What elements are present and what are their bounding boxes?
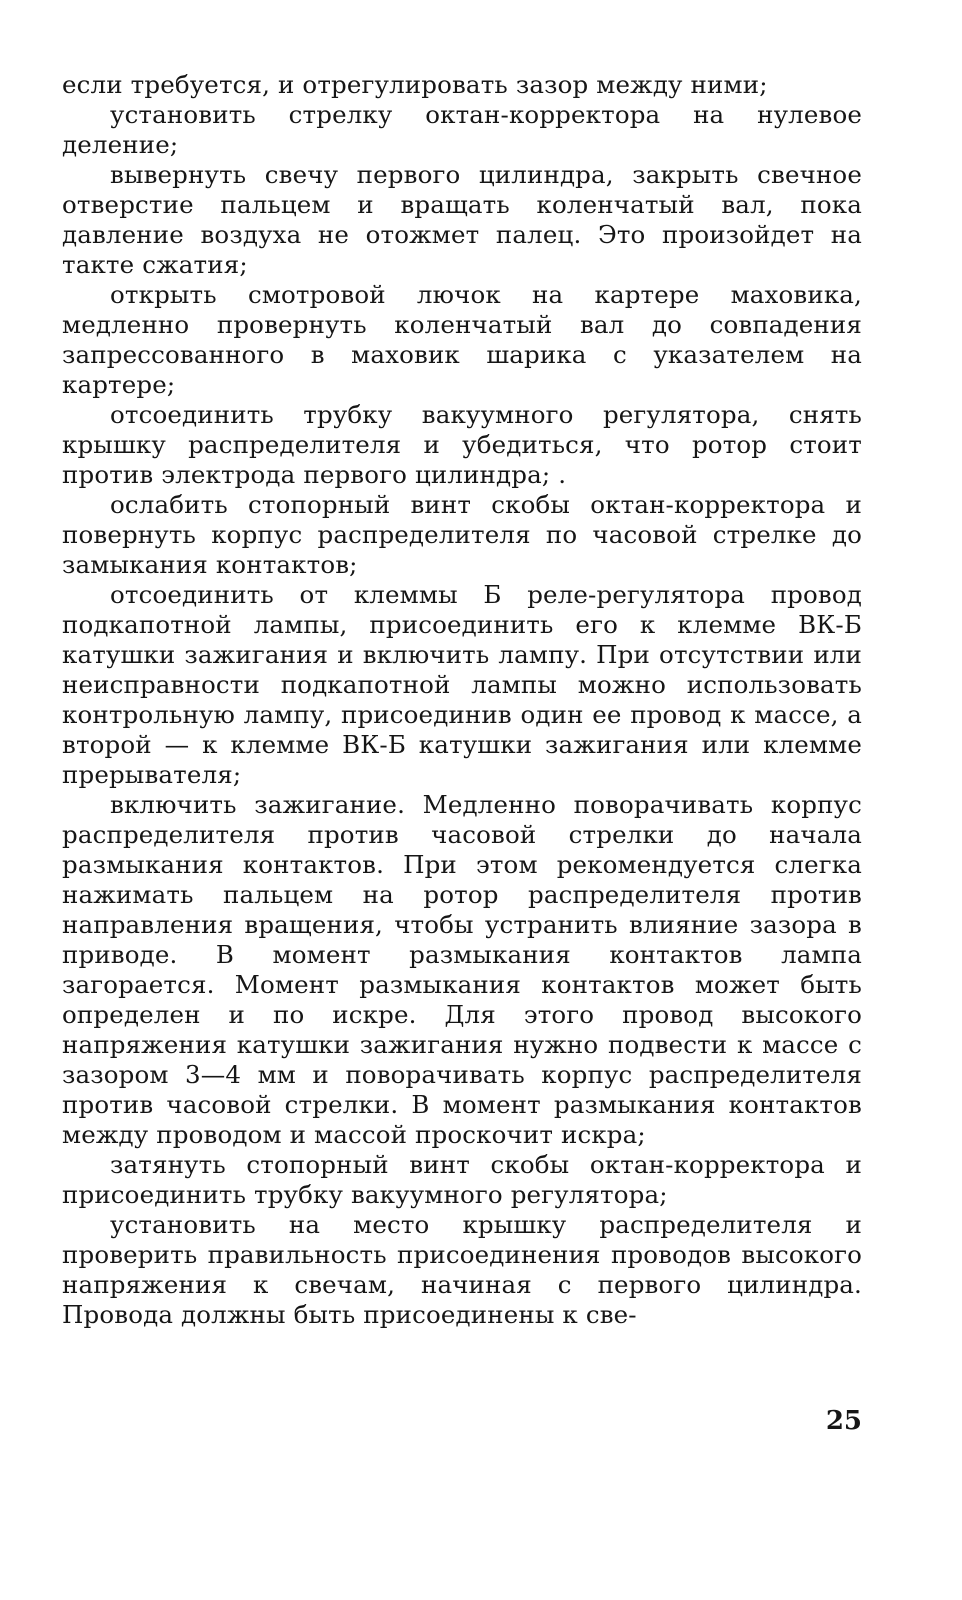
page-number: 25 [825,1406,862,1436]
paragraph: включить зажигание. Медленно поворачивать корпус распределителя против часовой стрелки до начала размыкания контактов. При этом рекомендуется слегка нажимать пальцем на ротор распределителя против направления вращения, чтобы устранить влияние зазора в приводе. В момент размыкания контактов лампа загорается. Момент размыкания контактов может быть определен и по искре. Для этого провод высокого напряжения катушки зажигания нужно подвести к массе с зазором 3—4 мм и поворачивать корпус распределителя против часовой стрелки. В момент размыкания контактов между проводом и массой проскочит искра; [62,790,862,1149]
paragraph: если требуется, и отрегулировать зазор между ними; [62,70,768,99]
paragraph: отсоединить от клеммы Б реле-регулятора провод подкапотной лампы, присоединить его к клемме ВК-Б катушки зажигания и включить лампу. При отсутствии или неисправности подкапотной лампы можно использовать контрольную лампу, присоединив один ее провод к массе, а второй — к клемме ВК-Б катушки зажигания или клемме прерывателя; [62,580,862,789]
paragraph: открыть смотровой лючок на картере маховика, медленно провернуть коленчатый вал до совпадения запрессованного в маховик шарика с указателем на картере; [62,280,862,399]
paragraph: установить на место крышку распределителя и проверить правильность присоединения проводов высокого напряжения к свечам, начиная с первого цилиндра. Провода должны быть присоединены к све- [62,1210,862,1329]
paragraph: вывернуть свечу первого цилиндра, закрыть свечное отверстие пальцем и вращать коленчатый вал, пока давление воздуха не отожмет палец. Это произойдет на такте сжатия; [62,160,862,279]
paragraph: установить стрелку октан-корректора на нулевое деление; [62,100,862,159]
paragraph: отсоединить трубку вакуумного регулятора, снять крышку распределителя и убедиться, что ротор стоит против электрода первого цилиндра; . [62,400,862,489]
page-text-body [62,70,862,1330]
paragraph: ослабить стопорный винт скобы октан-корректора и повернуть корпус распределителя по часовой стрелке до замыкания контактов; [62,490,862,579]
paragraph: затянуть стопорный винт скобы октан-корректора и присоединить трубку вакуумного регулятора; [62,1150,862,1209]
